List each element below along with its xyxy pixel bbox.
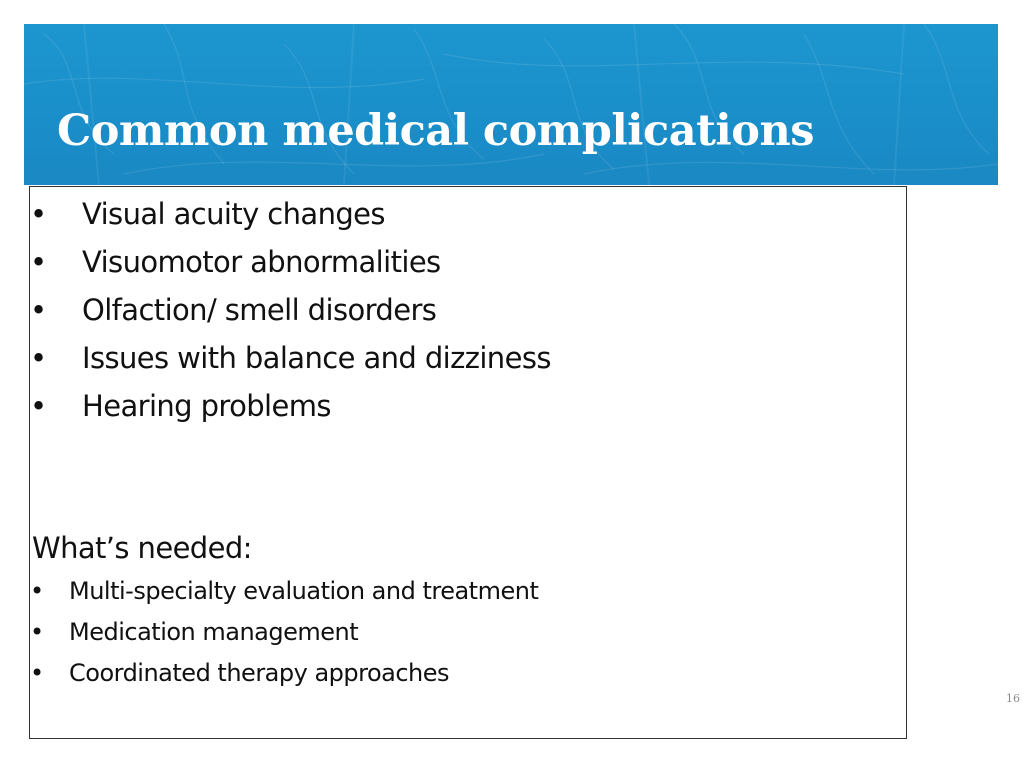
title-banner <box>24 24 998 185</box>
needs-list <box>30 573 890 696</box>
bullet-icon: • <box>30 618 44 646</box>
need-label: Medication management <box>69 618 359 646</box>
bullet-icon: • <box>30 245 47 279</box>
bullet-icon: • <box>30 577 44 605</box>
bullet-icon: • <box>30 197 47 231</box>
list-item <box>30 337 890 385</box>
list-item <box>30 573 890 614</box>
needed-heading: What’s needed: <box>32 531 252 565</box>
list-item <box>30 385 890 433</box>
content-box <box>29 186 907 739</box>
list-item <box>30 289 890 337</box>
bullet-icon: • <box>30 293 47 327</box>
bullet-icon: • <box>30 659 44 687</box>
list-item <box>30 614 890 655</box>
list-item <box>30 241 890 289</box>
list-item <box>30 655 890 696</box>
need-label: Coordinated therapy approaches <box>69 659 450 687</box>
complication-label: Visual acuity changes <box>82 197 385 231</box>
complication-label: Issues with balance and dizziness <box>82 341 551 375</box>
page-number: 16 <box>1006 692 1020 705</box>
complication-label: Visuomotor abnormalities <box>82 245 441 279</box>
complication-label: Hearing problems <box>82 389 331 423</box>
complication-label: Olfaction/ smell disorders <box>82 293 437 327</box>
bullet-icon: • <box>30 389 47 423</box>
need-label: Multi-specialty evaluation and treatment <box>69 577 539 605</box>
bullet-icon: • <box>30 341 47 375</box>
banner-texture <box>24 24 998 185</box>
list-item <box>30 193 890 241</box>
slide-title: Common medical complications <box>57 106 814 156</box>
complications-list <box>30 193 890 433</box>
